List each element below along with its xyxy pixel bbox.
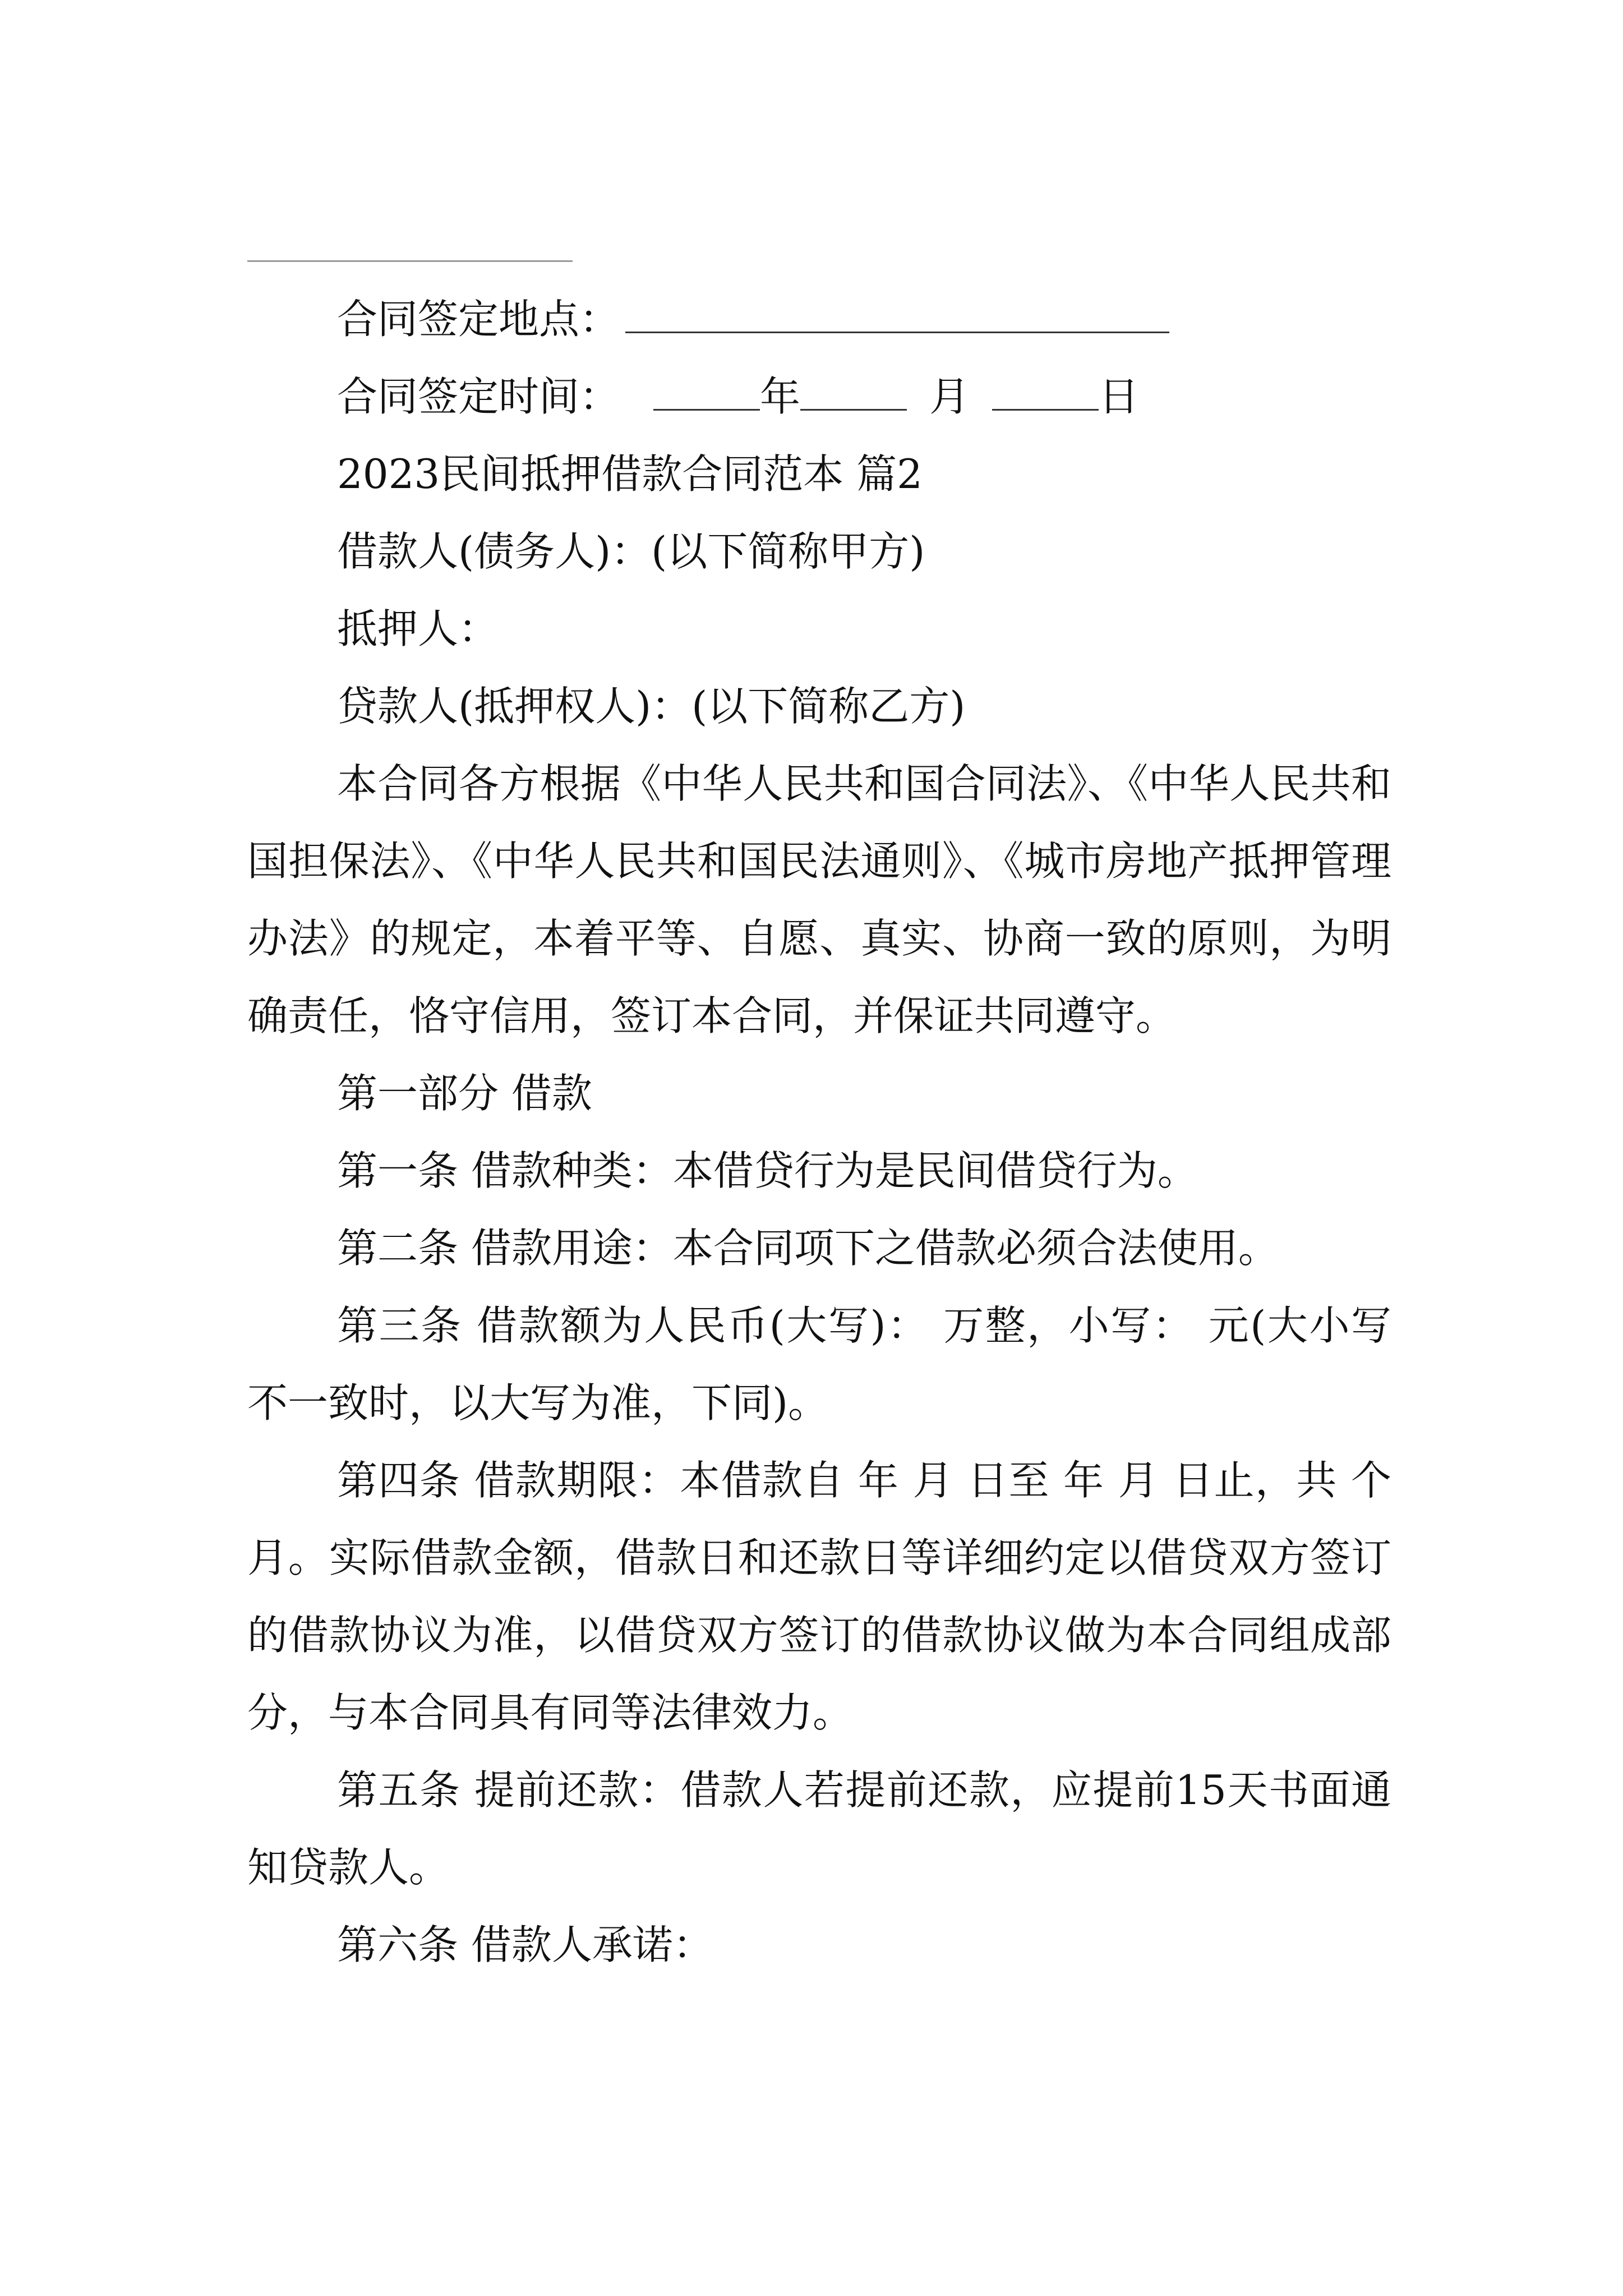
article-5: 第五条 提前还款：借款人若提前还款，应提前15天书面通知贷款人。 xyxy=(247,1766,1391,1891)
section-title: 2023民间抵押借款合同范本 篇2 xyxy=(337,450,923,498)
day-blank xyxy=(992,374,1099,411)
mortgagor-line: 抵押人： xyxy=(337,605,499,652)
document-body xyxy=(247,280,1391,1984)
lender-line: 贷款人(抵押权人)：(以下简称乙方) xyxy=(337,683,966,730)
part-one-heading: 第一部分 借款 xyxy=(337,1070,592,1117)
sign-place-label: 合同签定地点： xyxy=(337,296,620,343)
preamble-paragraph: 本合同各方根据《中华人民共和国合同法》、《中华人民共和国担保法》、《中华人民共和国民法通则》、《城市房地产抵押管理办法》的规定，本着平等、自愿、真实、协商一致的原则，为明确责任，恪守信用，签订本合同，并保证共同遵守。 xyxy=(247,760,1391,1039)
sign-place-line xyxy=(247,280,1391,358)
article-3: 第三条 借款额为人民币(大写)： 万整，小写： 元(大小写不一致时，以大写为准，下同)。 xyxy=(247,1302,1391,1427)
day-label: 日 xyxy=(1099,373,1140,420)
month-label: 月 xyxy=(929,373,970,420)
year-label: 年 xyxy=(760,373,801,420)
article-6: 第六条 借款人承诺： xyxy=(337,1921,713,1968)
article-4: 第四条 借款期限：本借款自 年 月 日至 年 月 日止，共 个月。实际借款金额，借款日和还款日等详细约定以借贷双方签订的借款协议为准，以借贷双方签订的借款协议做为本合同组成部分，与本合同具有同等法律效力。 xyxy=(247,1457,1391,1736)
sign-time-label: 合同签定时间： xyxy=(337,373,620,420)
year-blank xyxy=(653,374,760,411)
article-2: 第二条 借款用途：本合同项下之借款必须合法使用。 xyxy=(337,1225,1279,1272)
borrower-line: 借款人(债务人)：(以下简称甲方) xyxy=(337,528,925,575)
month-blank xyxy=(800,374,907,411)
sign-time-line xyxy=(247,358,1391,435)
header-rule xyxy=(247,260,573,262)
sign-place-blank xyxy=(625,297,1169,333)
article-1: 第一条 借款种类：本借贷行为是民间借贷行为。 xyxy=(337,1147,1198,1194)
